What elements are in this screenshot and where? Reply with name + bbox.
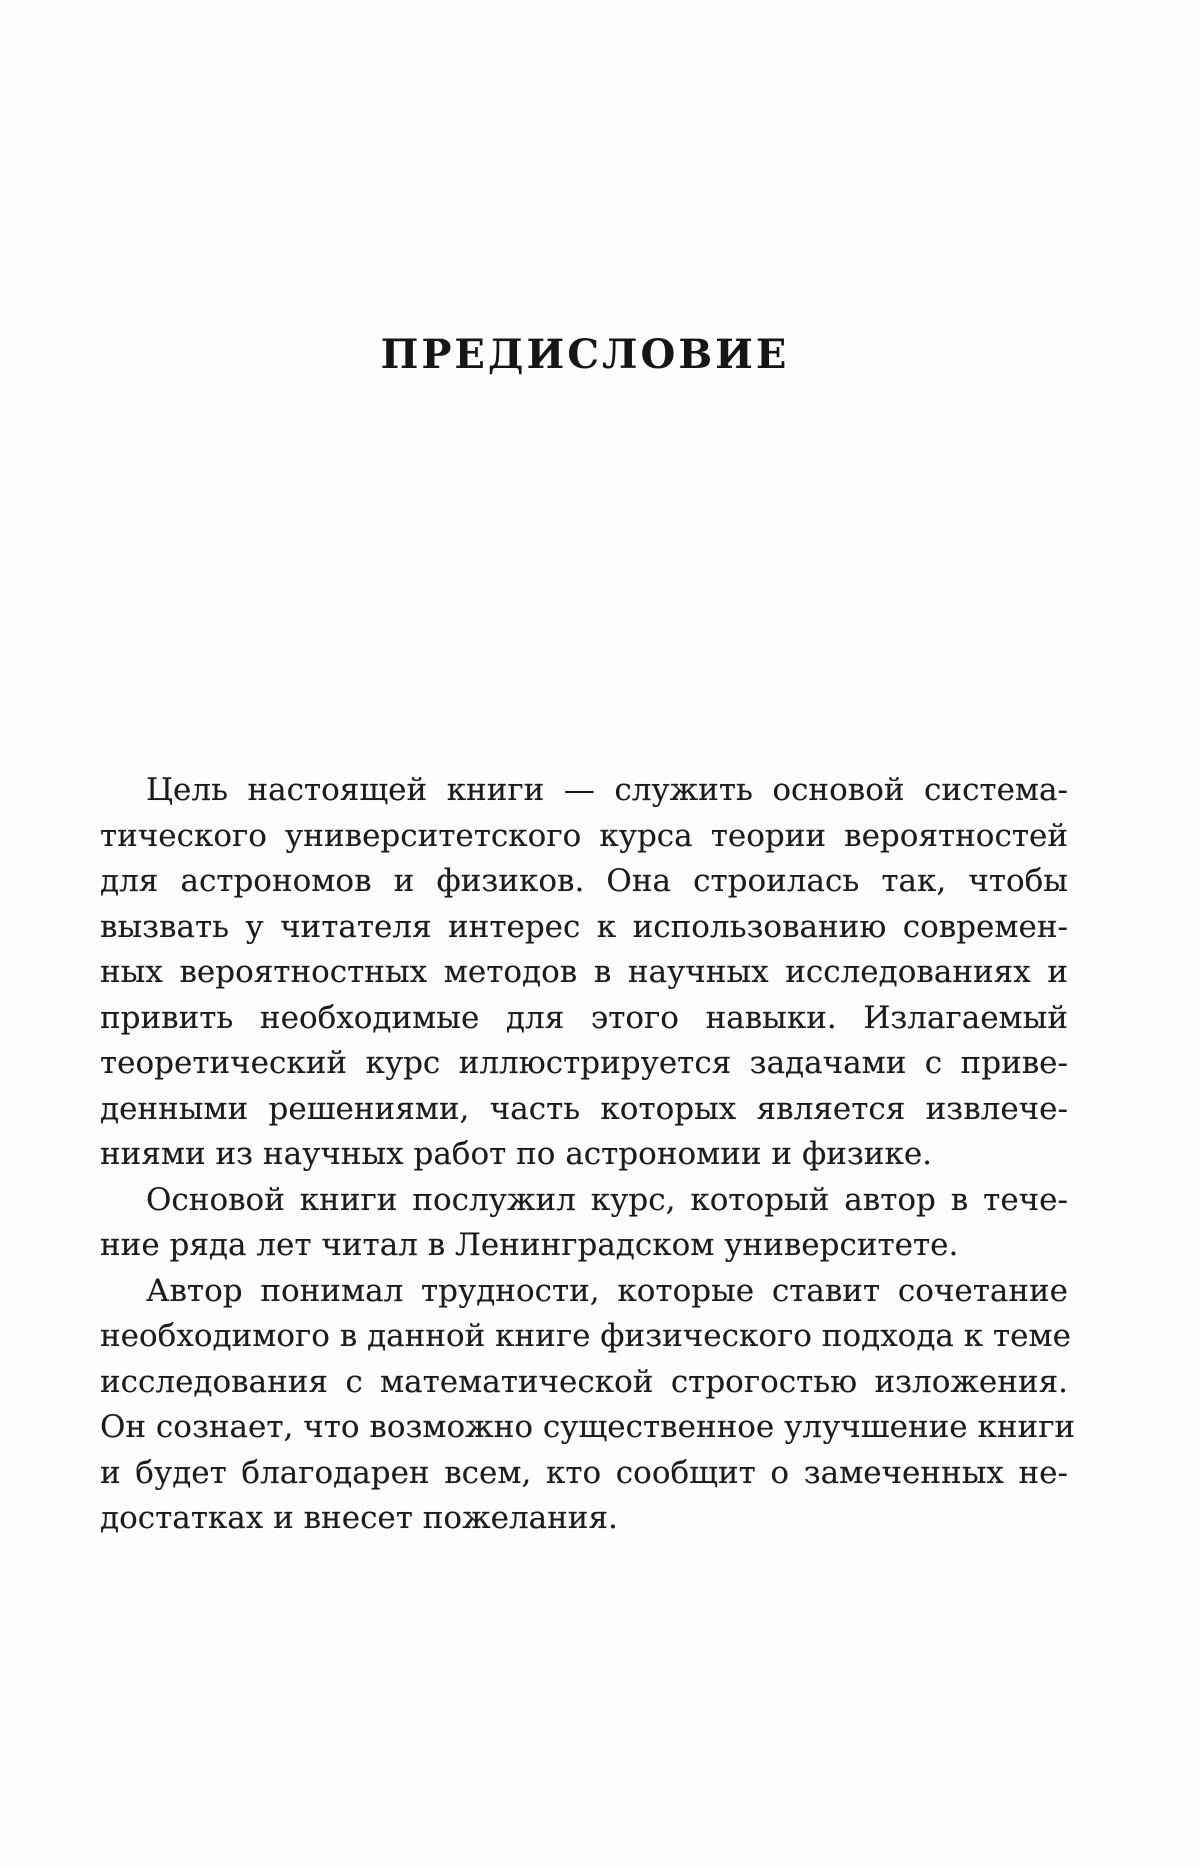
paragraph — [100, 768, 1068, 1178]
text-line: Цель настоящей книги — служить основой система- — [146, 772, 1068, 808]
preface-text — [100, 768, 1076, 1542]
paragraph — [100, 1178, 1068, 1269]
text-line: ных вероятностных методов в научных исследованиях и — [100, 954, 1068, 990]
text-line: и будет благодарен всем, кто сообщит о замеченных не- — [100, 1454, 1068, 1491]
text-line: теоретический курс иллюстрируется задачами с приве- — [100, 1045, 1068, 1081]
text-line: достатках и внесет пожелания. — [100, 1500, 618, 1536]
text-line: Автор понимал трудности, которые ставит сочетание — [146, 1272, 1068, 1309]
text-line: привить необходимые для этого навыки. Излагаемый — [100, 999, 1068, 1036]
text-line: Основой книги послужил курс, который автор в тече- — [146, 1181, 1068, 1218]
text-line: ниями из научных работ по астрономии и физике. — [100, 1136, 933, 1172]
paragraph — [100, 1269, 1076, 1542]
text-line: для астрономов и физиков. Она строилась так, чтобы — [100, 863, 1068, 899]
text-line: ние ряда лет читал в Ленинградском университете. — [100, 1227, 959, 1263]
text-line: исследования с математической строгостью изложения. — [100, 1363, 1068, 1400]
text-line: необходимого в данной книге физического подхода к теме — [100, 1318, 1071, 1354]
page-title: ПРЕДИСЛОВИЕ — [380, 331, 790, 378]
text-line: тического университетского курса теории вероятностей — [100, 817, 1068, 854]
text-line: Он сознает, что возможно существенное улучшение книги — [100, 1409, 1076, 1445]
text-line: денными решениями, часть которых является извлече- — [100, 1090, 1068, 1127]
text-line: вызвать у читателя интерес к использованию современ- — [100, 908, 1068, 945]
